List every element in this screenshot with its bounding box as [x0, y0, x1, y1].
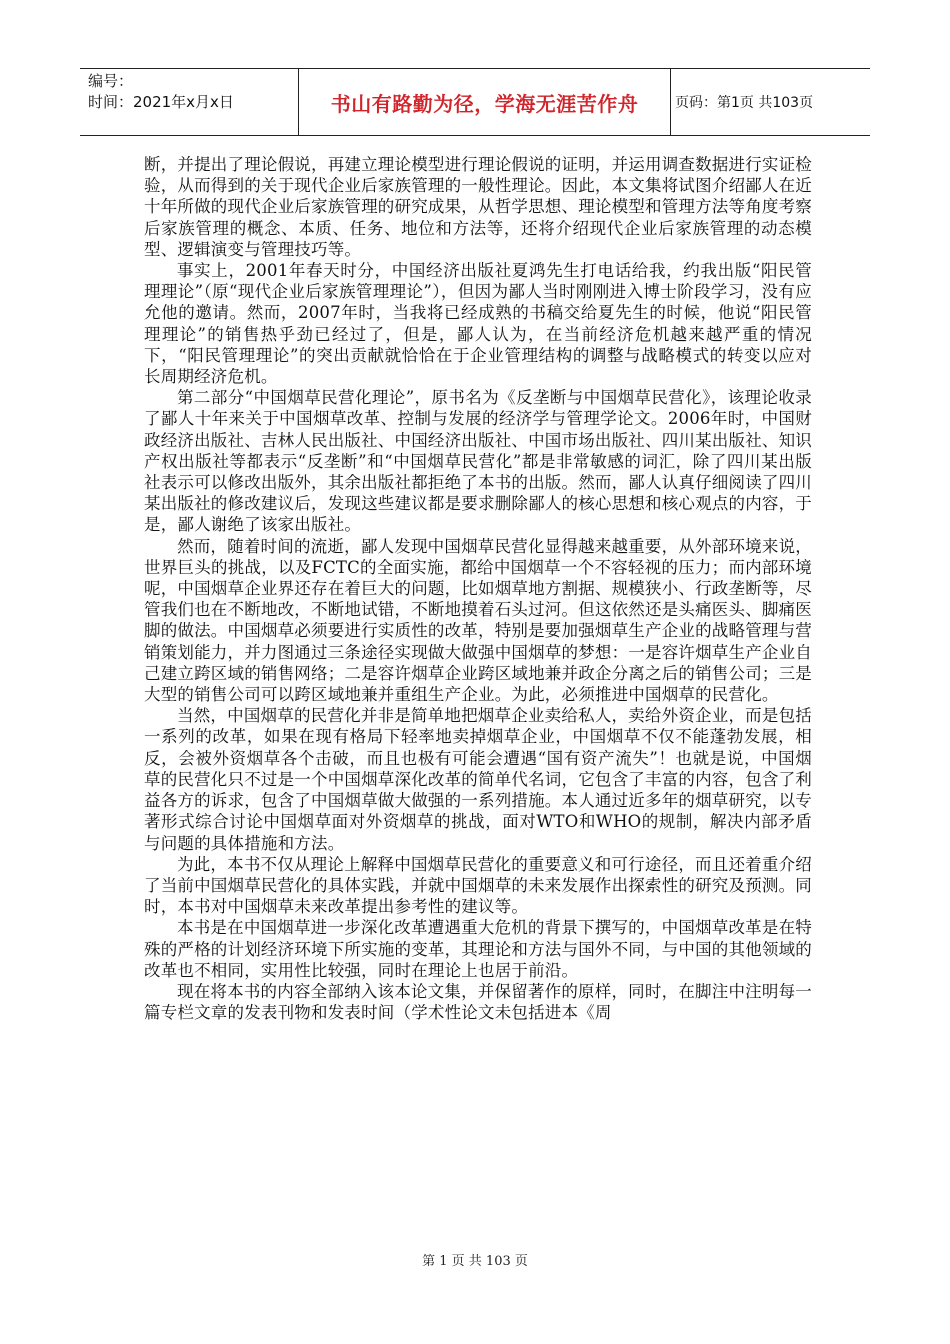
document-number-label: 编号： — [88, 72, 134, 90]
paragraph-1: 断，并提出了理论假说，再建立理论模型进行理论假说的证明，并运用调查数据进行实证检验，从而得到的关于现代企业后家族管理的一般性理论。因此，本文集将试图介绍鄙人在近十年所做的现代企业后家族管理的研究成果，从哲学思想、理论模型和管理方法等角度考察后家族管理的概念、本质、任务、地位和方法等，还将介绍现代企业后家族管理的动态模型、逻辑演变与管理技巧等。 — [144, 155, 812, 259]
paragraph-8: 现在将本书的内容全部纳入该本论文集，并保留著作的原样，同时，在脚注中注明每一篇专栏文章的发表刊物和发表时间（学术性论文未包括进本《周 — [144, 981, 812, 1023]
paragraph-5: 当然，中国烟草的民营化并非是简单地把烟草企业卖给私人，卖给外资企业，而是包括一系列的改革，如果在现有格局下轻率地卖掉烟草企业，中国烟草不仅不能蓬勃发展，相反，会被外资烟草各个击破，而且也极有可能会遭遇“国有资产流失”！也就是说，中国烟草的民营化只不过是一个中国烟草深化改革的简单代名词，它包含了丰富的内容，包含了利益各方的诉求，包含了中国烟草做大做强的一系列措施。本人通过近多年的烟草研究，以专著形式综合讨论中国烟草面对外资烟草的挑战，面对WTO和WHO的规制，解决内部矛盾与问题的具体措施和方法。 — [144, 706, 812, 853]
paragraph-2: 事实上，2001年春天时分，中国经济出版社夏鸿先生打电话给我，约我出版“阳民管理理论”（原“现代企业后家族管理理论”），但因为鄙人当时刚刚进入博士阶段学习，没有应允他的邀请。然而，2007年时，当我将已经成熟的书稿交给夏先生的时候，他说“阳民管理理论”的销售热乎劲已经过了，但是，鄙人认为，在当前经济危机越来越严重的情况下，“阳民管理理论”的突出贡献就恰恰在于企业管理结构的调整与战略模式的转变以应对长周期经济危机。 — [144, 261, 812, 387]
paragraph-6: 为此，本书不仅从理论上解释中国烟草民营化的重要意义和可行途径，而且还着重介绍了当前中国烟草民营化的具体实践，并就中国烟草的未来发展作出探索性的研究及预测。同时，本书对中国烟草未来改革提出参考性的建议等。 — [144, 854, 812, 917]
paragraph-3: 第二部分“中国烟草民营化理论”，原书名为《反垄断与中国烟草民营化》，该理论收录了鄙人十年来关于中国烟草改革、控制与发展的经济学与管理学论文。2006年时，中国财政经济出版社、吉林人民出版社、中国经济出版社、中国市场出版社、四川某出版社、知识产权出版社等都表示“反垄断”和“中国烟草民营化”都是非常敏感的词汇，除了四川某出版社表示可以修改出版外，其余出版社都拒绝了本书的出版。然而，鄙人认真仔细阅读了四川某出版社的修改建议后，发现这些建议都是要求删除鄙人的核心思想和核心观点的内容，于是，鄙人谢绝了该家出版社。 — [144, 388, 812, 535]
header-motto: 书山有路勤为径，学海无涯苦作舟 — [299, 69, 671, 135]
paragraph-7: 本书是在中国烟草进一步深化改革遭遇重大危机的背景下撰写的，中国烟草改革是在特殊的严格的计划经济环境下所实施的变革，其理论和方法与国外不同，与中国的其他领域的改革也不相同，实用性比较强，同时在理论上也居于前沿。 — [144, 918, 812, 980]
document-body — [144, 154, 812, 1023]
page-header — [80, 68, 870, 136]
document-time-label: 时间：2021年x月x日 — [88, 93, 234, 111]
page-footer: 第 1 页 共 103 页 — [422, 1254, 528, 1269]
header-page-info: 页码：第1页 共103页 — [675, 95, 814, 111]
header-left-cell — [80, 69, 299, 135]
paragraph-4: 然而，随着时间的流逝，鄙人发现中国烟草民营化显得越来越重要，从外部环境来说，世界巨头的挑战，以及FCTC的全面实施，都给中国烟草一个不容轻视的压力；而内部环境呢，中国烟草企业界还存在着巨大的问题，比如烟草地方割据、规模狭小、行政垄断等，尽管我们也在不断地改，不断地试错，不断地摸着石头过河。但这依然还是头痛医头、脚痛医脚的做法。中国烟草必须要进行实质性的改革，特别是要加强烟草生产企业的战略管理与营销策划能力，并力图通过三条途径实现做大做强中国烟草的梦想：一是容许烟草生产企业自己建立跨区域的销售网络；二是容许烟草企业跨区域地兼并政企分离之后的销售公司；三是大型的销售公司可以跨区域地兼并重组生产企业。为此，必须推进中国烟草的民营化。 — [144, 536, 812, 705]
